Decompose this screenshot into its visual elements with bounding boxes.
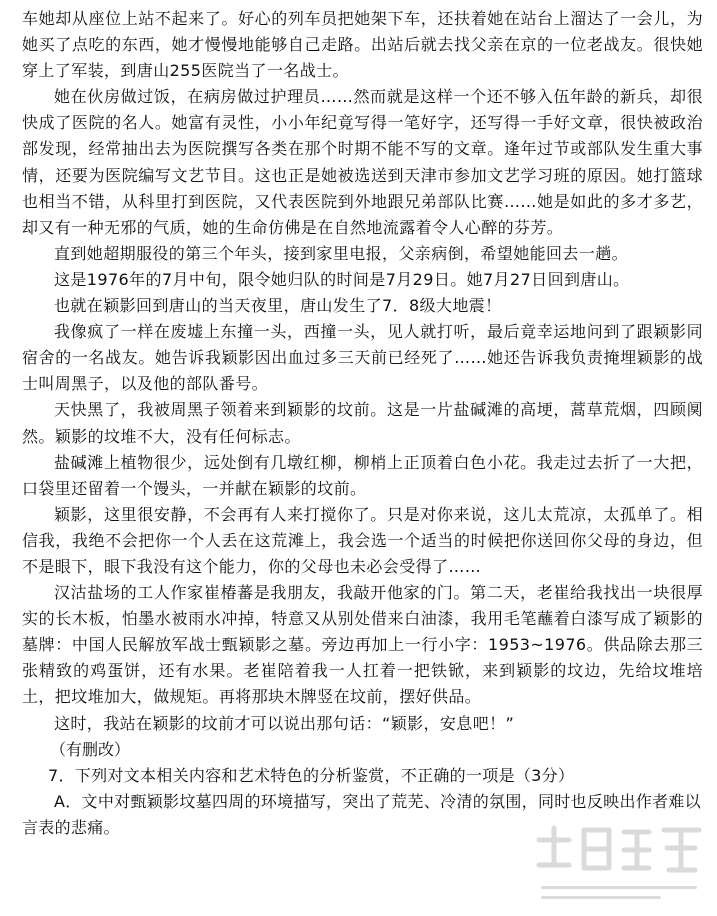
paragraph-7: 天快黑了，我被周黑子领着来到颖影的坟前。这是一片盐碱滩的高埂，蒿草荒烟，四顾阒然。颖影的坟堆不大，没有任何标志。 [22,400,703,446]
paragraph-4: 这是1976年的7月中旬，限令她归队的时间是7月29日。她7月27日回到唐山。 [54,269,630,289]
paragraph-6: 我像疯了一样在废墟上东撞一头，西撞一头，见人就打听，最后竟幸运地问到了跟颖影同宿舍的一名战友。她告诉我颖影因出血过多三天前已经死了……她还告诉我负责掩埋颖影的战士叫周黑子，以及他的部队番号。 [22,322,703,394]
edit-note: （有删改） [50,739,131,759]
paragraph-1: 车她却从座位上站不起来了。好心的列车员把她架下车，还扶着她在站台上溜达了一会儿，为她买了点吃的东西，她才慢慢地能够自己走路。出站后就去找父亲在京的一位老战友。很快她穿上了军装，到唐山255医院当了一名战士。 [22,9,703,81]
paragraph-9: 颖影，这里很安静，不会再有人来打搅你了。只是对你来说，这儿太荒凉，太孤单了。相信我，我绝不会把你一个人丢在这荒滩上，我会选一个适当的时候把你送回你父母的身边，但不是眼下，眼下我没有这个能力，你的父母也未必会受得了…… [22,504,703,576]
paragraph-5: 也就在颖影回到唐山的当天夜里，唐山发生了7．8级大地震！ [54,296,502,316]
paragraph-11: 这时，我站在颖影的坟前才可以说出那句话：“颖影，安息吧！” [54,713,515,733]
paragraph-8: 盐碱滩上植物很少，远处倒有几墩红柳，柳梢上正顶着白色小花。我走过去折了一大把，口袋里还留着一个馒头，一并献在颖影的坟前。 [22,452,703,498]
option-a: A．文中对甄颖影坟墓四周的环境描写，突出了荒芜、冷清的氛围，同时也反映出作者难以言表的悲痛。 [22,791,701,837]
paragraph-10: 汉沽盐场的工人作家崔椿蕃是我朋友，我敲开他家的门。第二天，老崔给我找出一块很厚实的长木板，怕墨水被雨水冲掉，特意又从别处借来白油漆，我用毛笔蘸着白漆写成了颖影的墓牌：中国人民解放军战士甄颖影之墓。旁边再加上一行小字：1953~1976。供品除去那三张精致的鸡蛋饼，还有水果。老崔陪着我一人扛着一把铁锨，来到颖影的坟边，先给坟堆培土，把坟堆加大，做规矩。再将那块木牌竖在坟前，摆好供品。 [22,583,703,707]
paragraph-3: 直到她超期服役的第三个年头，接到家里电报，父亲病倒，希望她能回去一趟。 [54,243,629,263]
paragraph-2: 她在伙房做过饭，在病房做过护理员……然而就是这样一个还不够入伍年龄的新兵，却很快成了医院的名人。她富有灵性，小小年纪竟写得一笔好字，还写得一手好文章，很快被政治部发现，经常抽出去为医院撰写各类在那个时期不能不写的文章。逢年过节或部队发生重大事情，还要为医院编写文艺节目。这也正是她被选送到天津市参加文艺学习班的原因。她打篮球也相当不错，从科里打到医院，又代表医院到外地跟兄弟部队比赛……她是如此的多才多艺，却又有一种无邪的气质，她的生命仿佛是在自然地流露着令人心醉的芬芳。 [22,87,703,237]
question-7: 7．下列对文本相关内容和艺术特色的分析鉴赏，不正确的一项是（3分） [48,765,575,785]
